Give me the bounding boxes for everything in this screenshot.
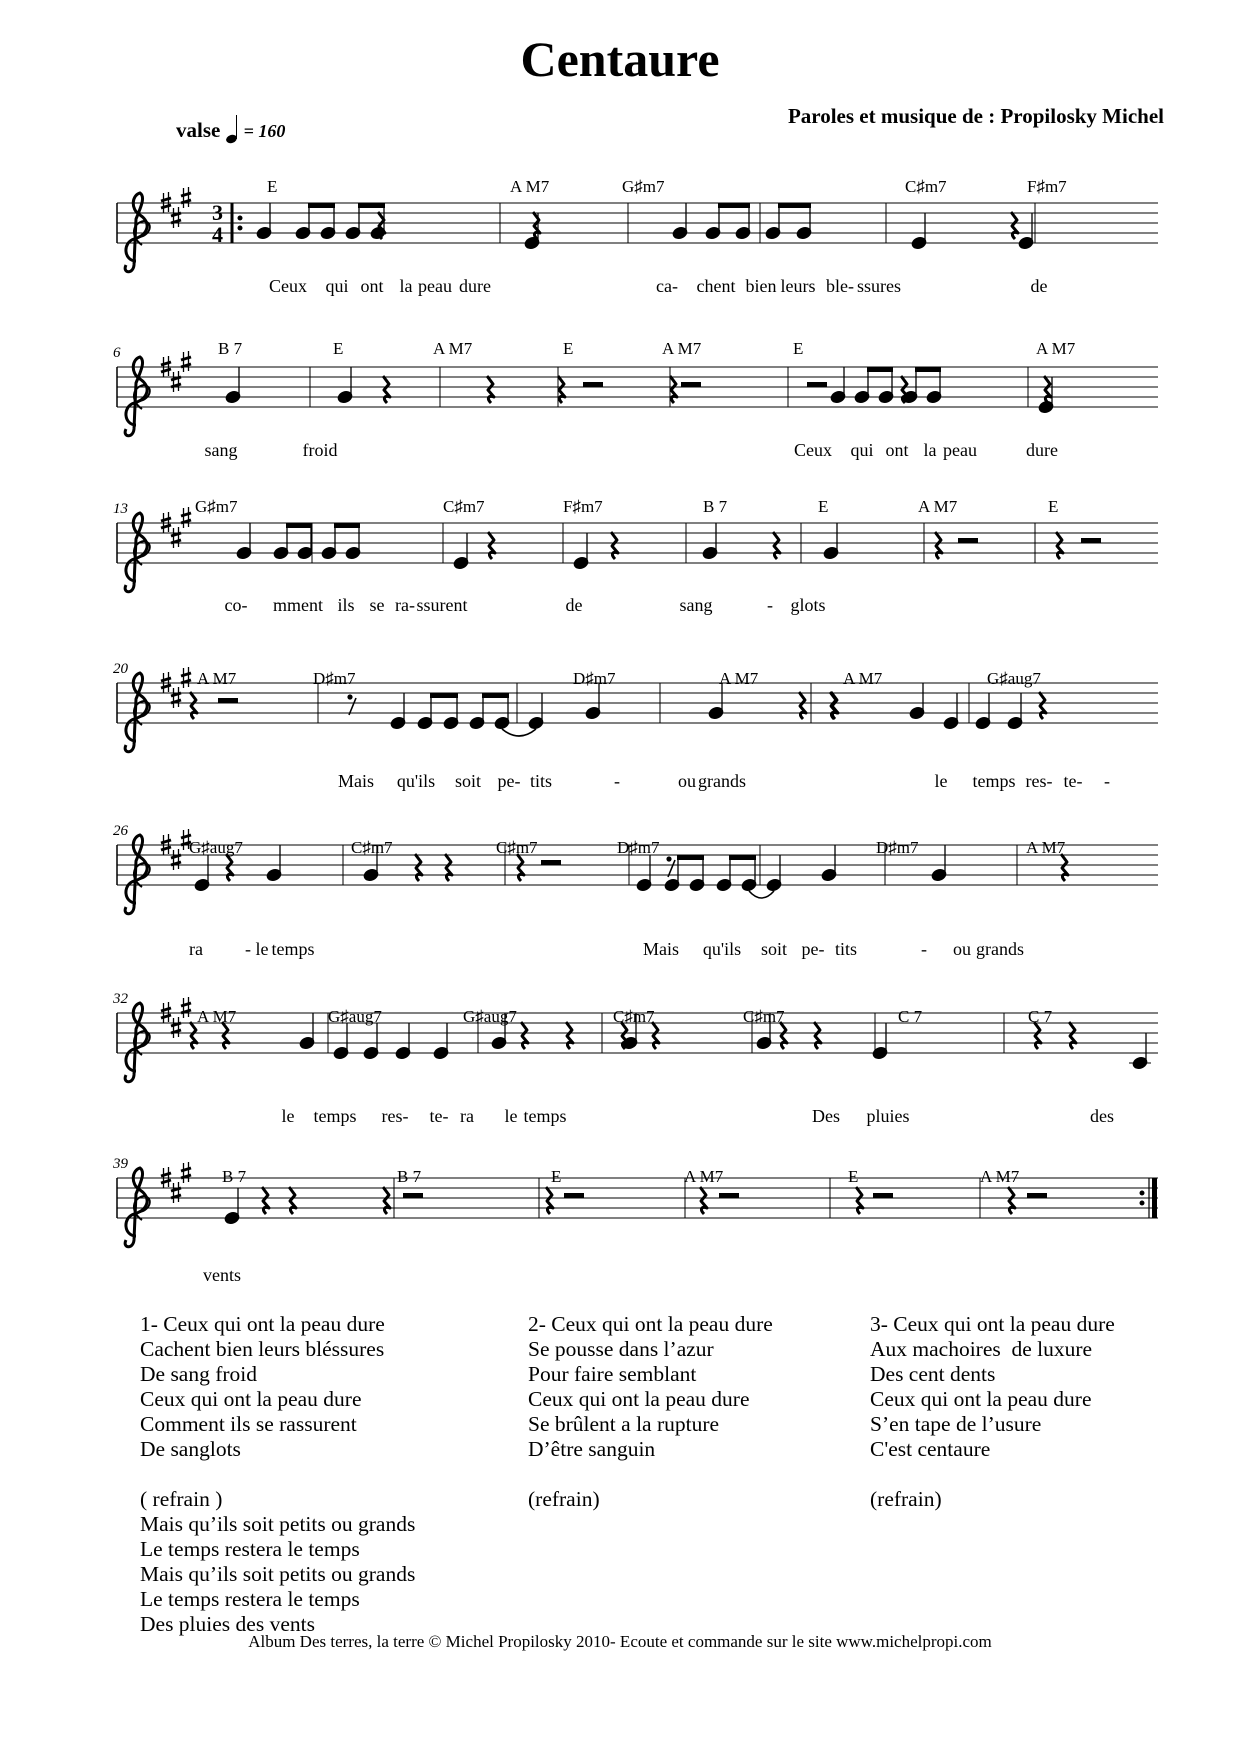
quarter-rest-icon: [226, 854, 233, 881]
lyric-syllable: peau: [418, 276, 452, 296]
lyric-syllable: res-: [1025, 771, 1053, 791]
sharp-icon: [181, 507, 191, 528]
sharp-icon: [171, 527, 181, 548]
chord-symbol: G♯m7: [195, 497, 238, 516]
chord-symbol: A M7: [684, 1167, 724, 1186]
treble-clef-icon: [125, 835, 150, 914]
quarter-rest-icon: [1008, 1187, 1015, 1214]
chord-symbol: A M7: [197, 669, 237, 688]
time-signature-bottom: 4: [212, 222, 223, 247]
sharp-stroke: [181, 357, 191, 360]
verse-line: Cachent bien leurs bléssures: [140, 1337, 385, 1361]
half-rest-icon: [541, 860, 561, 865]
sharp-stroke: [161, 1180, 171, 1183]
chord-symbol: C♯m7: [743, 1007, 785, 1026]
quarter-rest-icon: [1039, 692, 1046, 719]
chord-symbol: E: [848, 1167, 859, 1186]
lyric-syllable: le: [934, 771, 948, 791]
chord-symbol: F♯m7: [563, 497, 603, 516]
eighth-rest-stem-icon: [349, 698, 356, 715]
lyric-syllable: tits: [834, 939, 858, 959]
quarter-rest-icon: [383, 376, 390, 403]
chord-symbol: B 7: [397, 1167, 422, 1186]
quarter-rest-icon: [814, 1022, 821, 1049]
lyric-syllable: glots: [790, 595, 826, 615]
note-beam: [430, 693, 458, 698]
quarter-rest-icon: [856, 1187, 863, 1214]
half-rest-icon: [218, 698, 238, 703]
lyric-syllable: ble-: [826, 276, 854, 296]
treble-clef-icon: [125, 193, 150, 272]
chord-symbol: D♯m7: [617, 838, 660, 857]
measure-number: 20: [113, 661, 128, 677]
final-barline-thick: [1152, 1178, 1157, 1218]
quarter-rest-icon: [1056, 532, 1063, 559]
chord-symbol: G♯aug7: [328, 1007, 382, 1026]
treble-clef-stroke: [125, 835, 147, 914]
lyric-syllable: pluies: [866, 1106, 910, 1126]
chord-symbol: A M7: [510, 177, 550, 196]
lyric-syllable: grands: [698, 771, 746, 791]
treble-clef-icon: [125, 513, 150, 592]
quarter-rest-icon: [190, 1022, 197, 1049]
note-beam: [718, 203, 750, 208]
lyric-syllable: sang: [679, 595, 713, 615]
lyric-syllable: ou: [678, 771, 696, 791]
tie-arc: [749, 891, 774, 898]
quarter-rest-icon: [383, 1187, 390, 1214]
quarter-rest-icon: [566, 1022, 573, 1049]
sharp-icon: [171, 1182, 181, 1203]
note-beam: [915, 367, 941, 372]
sharp-stroke: [161, 1173, 171, 1176]
chord-symbol: E: [793, 339, 804, 358]
lyric-syllable: Des: [812, 1106, 840, 1126]
chord-symbol: C♯m7: [613, 1007, 655, 1026]
measure-number: 6: [113, 345, 121, 361]
quarter-rest-icon: [222, 1022, 229, 1049]
lyric-syllable: temps: [972, 771, 1016, 791]
quarter-rest-icon: [611, 532, 618, 559]
sharp-stroke: [161, 518, 171, 521]
verse-line: Pour faire semblant: [528, 1362, 697, 1386]
verse-2: [528, 1312, 773, 1512]
sharp-icon: [181, 997, 191, 1018]
chord-symbol: B 7: [222, 1167, 247, 1186]
verse-line: De sanglots: [140, 1437, 241, 1461]
tempo-label: valse: [176, 118, 221, 142]
lyric-syllable: soit: [454, 771, 482, 791]
verse-line: S’en tape de l’usure: [870, 1412, 1042, 1436]
lyric-syllable: ra: [189, 939, 203, 959]
chord-symbol: A M7: [1036, 339, 1076, 358]
quarter-rest-icon: [1061, 854, 1068, 881]
repeat-dot: [238, 216, 243, 221]
chord-symbol: E: [333, 339, 344, 358]
chord-symbol: D♯m7: [573, 669, 616, 688]
lyric-syllable: co-: [224, 595, 248, 615]
lyric-syllable: temps: [523, 1106, 567, 1126]
quarter-rest-icon: [799, 692, 806, 719]
verse-line: Ceux qui ont la peau dure: [140, 1387, 362, 1411]
lyric-syllable: ou: [953, 939, 971, 959]
lyric-syllable: qu'ils: [396, 771, 436, 791]
lyric-syllable: Ceux: [269, 276, 307, 296]
verse-line: Se pousse dans l’azur: [528, 1337, 714, 1361]
lyric-syllable: bien: [745, 276, 777, 296]
half-rest-icon: [583, 382, 603, 387]
chord-symbol: A M7: [719, 669, 759, 688]
half-rest-icon: [719, 1193, 739, 1198]
lyric-syllable: Mais: [643, 939, 679, 959]
composer-credit: Paroles et musique de : Propilosky Michel: [787, 104, 1164, 128]
verse-line: (refrain): [528, 1487, 600, 1511]
lyric-syllable: te-: [1063, 771, 1083, 791]
lyric-syllable: ca-: [656, 276, 678, 296]
quarter-rest-icon: [1069, 1022, 1076, 1049]
chord-symbol: A M7: [918, 497, 958, 516]
eighth-rest-dot-icon: [347, 694, 352, 699]
note-beam: [286, 523, 312, 528]
lyric-syllable: te-: [429, 1106, 449, 1126]
verse-line: Se brûlent a la rupture: [528, 1412, 720, 1436]
lyric-syllable: de: [1030, 276, 1048, 296]
treble-clef-stroke: [125, 673, 147, 752]
verse-1: [140, 1312, 415, 1637]
sharp-stroke: [161, 369, 171, 372]
chord-symbol: A M7: [197, 1007, 237, 1026]
lyric-syllable: res-: [381, 1106, 409, 1126]
chord-symbol: C♯m7: [905, 177, 947, 196]
chord-symbol: C♯m7: [496, 838, 538, 857]
half-rest-icon: [1027, 1193, 1047, 1198]
lyric-syllable: vents: [203, 1265, 241, 1285]
sharp-icon: [171, 207, 181, 228]
sharp-stroke: [181, 1168, 191, 1171]
measure-number: 32: [113, 991, 128, 1007]
sharp-icon: [171, 1017, 181, 1038]
quarter-rest-icon: [445, 854, 452, 881]
sharp-icon: [171, 849, 181, 870]
lyric-syllable: sang: [204, 440, 238, 460]
quarter-rest-icon: [1044, 376, 1051, 403]
quarter-rest-icon: [546, 1187, 553, 1214]
lyric-syllable: temps: [313, 1106, 357, 1126]
lyric-syllable: mment: [273, 595, 323, 615]
lyric-syllable: le: [281, 1106, 295, 1126]
verse-line: 3- Ceux qui ont la peau dure: [870, 1312, 1115, 1336]
quarter-rest-icon: [190, 692, 197, 719]
lyric-syllable: dure: [1026, 440, 1058, 460]
lyric-syllable: grands: [976, 939, 1024, 959]
footer-credit: Album Des terres, la terre © Michel Propilosky 2010- Ecoute et commande sur le site www.michelpropi.com: [248, 1632, 992, 1651]
half-rest-icon: [958, 538, 978, 543]
tie-arc: [502, 729, 536, 736]
verse-line: ( refrain ): [140, 1487, 223, 1511]
quarter-rest-icon: [935, 532, 942, 559]
note-beam: [482, 693, 509, 698]
quarter-rest-icon: [558, 376, 565, 403]
treble-clef-icon: [125, 1003, 150, 1082]
chord-symbol: C 7: [898, 1007, 923, 1026]
treble-clef-icon: [125, 673, 150, 752]
eighth-rest-stem-icon: [668, 860, 675, 877]
chord-symbol: A M7: [433, 339, 473, 358]
lyric-syllable: se: [369, 595, 385, 615]
lyric-syllable: ra-: [395, 595, 415, 615]
lyric-syllable: Mais: [338, 771, 374, 791]
quarter-rest-icon: [289, 1187, 296, 1214]
verse-line: [870, 1462, 1115, 1487]
note-beam: [867, 367, 893, 372]
sharp-stroke: [161, 198, 171, 201]
quarter-rest-icon: [533, 212, 540, 239]
verse-line: 2- Ceux qui ont la peau dure: [528, 1312, 773, 1336]
tempo-bpm: = 160: [243, 121, 286, 141]
lyric-syllable: -: [614, 771, 620, 791]
sharp-icon: [171, 371, 181, 392]
chord-symbol: C 7: [1028, 1007, 1053, 1026]
note-beam: [308, 203, 335, 208]
quarter-rest-icon: [487, 376, 494, 403]
chord-symbol: C♯m7: [443, 497, 485, 516]
lyric-syllable: -: [921, 939, 927, 959]
chord-symbol: A M7: [662, 339, 702, 358]
chord-symbol: B 7: [218, 339, 243, 358]
sharp-stroke: [161, 1008, 171, 1011]
lyric-syllable: qui: [850, 440, 874, 460]
sharp-stroke: [161, 525, 171, 528]
chord-symbol: A M7: [1026, 838, 1066, 857]
lyric-syllable: ils: [337, 595, 355, 615]
sharp-stroke: [161, 362, 171, 365]
sharp-stroke: [161, 685, 171, 688]
lyric-syllable: qu'ils: [702, 939, 742, 959]
chord-symbol: D♯m7: [313, 669, 356, 688]
lyric-syllable: la: [923, 440, 937, 460]
verse-line: C'est centaure: [870, 1437, 991, 1461]
lyric-syllable: tits: [529, 771, 553, 791]
chord-symbol: E: [267, 177, 278, 196]
verse-line: Le temps restera le temps: [140, 1587, 360, 1611]
treble-clef-icon: [125, 1168, 150, 1247]
chord-symbol: E: [818, 497, 829, 516]
verse-line: Le temps restera le temps: [140, 1537, 360, 1561]
sharp-icon: [181, 351, 191, 372]
sharp-stroke: [181, 193, 191, 196]
chord-symbol: G♯aug7: [987, 669, 1041, 688]
lyric-syllable: dure: [459, 276, 491, 296]
quarter-rest-icon: [521, 1022, 528, 1049]
eighth-rest-dot-icon: [666, 856, 671, 861]
sharp-stroke: [181, 513, 191, 516]
measure-number: 13: [113, 501, 128, 517]
time-signature-top: 3: [212, 200, 223, 225]
measure-number: 26: [113, 823, 128, 839]
lyric-syllable: peau: [943, 440, 977, 460]
lyric-syllable: froid: [302, 440, 338, 460]
lyric-syllable: ssurent: [416, 595, 468, 615]
treble-clef-stroke: [125, 193, 147, 272]
quarter-rest-icon: [670, 376, 677, 403]
treble-clef-stroke: [125, 1003, 147, 1082]
half-rest-icon: [564, 1193, 584, 1198]
chord-symbol: C♯m7: [351, 838, 393, 857]
chord-symbol: G♯aug7: [463, 1007, 517, 1026]
chord-symbol: F♯m7: [1027, 177, 1067, 196]
chord-symbol: E: [1048, 497, 1059, 516]
lyric-syllable: le: [255, 939, 269, 959]
half-rest-icon: [873, 1193, 893, 1198]
sharp-stroke: [161, 840, 171, 843]
verse-line: Mais qu’ils soit petits ou grands: [140, 1562, 416, 1586]
chord-symbol: D♯m7: [876, 838, 919, 857]
verse-line: [140, 1462, 415, 1487]
quarter-rest-icon: [262, 1187, 269, 1214]
verse-3: [870, 1312, 1115, 1512]
verse-line: 1- Ceux qui ont la peau dure: [140, 1312, 385, 1336]
verse-line: Comment ils se rassurent: [140, 1412, 357, 1436]
lyric-syllable: pe-: [497, 771, 521, 791]
chord-symbol: E: [551, 1167, 562, 1186]
lyric-syllable: leurs: [780, 276, 816, 296]
lyric-syllable: ssures: [857, 276, 901, 296]
chord-symbol: G♯m7: [622, 177, 665, 196]
sharp-stroke: [161, 847, 171, 850]
treble-clef-stroke: [125, 357, 147, 436]
treble-clef-stroke: [125, 513, 147, 592]
lyric-syllable: -: [767, 595, 773, 615]
verse-line: Des pluies des vents: [140, 1612, 315, 1636]
verse-line: Mais qu’ils soit petits ou grands: [140, 1512, 416, 1536]
note-beam: [778, 203, 811, 208]
note-beam: [729, 855, 756, 860]
lyric-syllable: -: [1104, 771, 1110, 791]
chord-symbol: G♯aug7: [189, 838, 243, 857]
lyric-syllable: ont: [360, 276, 384, 296]
lyric-syllable: chent: [696, 276, 736, 296]
quarter-rest-icon: [1011, 212, 1018, 239]
lyric-syllable: des: [1090, 1106, 1114, 1126]
quarter-rest-icon: [700, 1187, 707, 1214]
half-rest-icon: [1081, 538, 1101, 543]
verse-line: Aux machoires de luxure: [870, 1337, 1093, 1361]
quarter-rest-icon: [1034, 1022, 1041, 1049]
treble-clef-stroke: [125, 1168, 147, 1247]
verse-line: Ceux qui ont la peau dure: [870, 1387, 1092, 1411]
sharp-icon: [181, 187, 191, 208]
measure-number: 39: [113, 1156, 128, 1172]
verse-line: D’être sanguin: [528, 1437, 656, 1461]
half-rest-icon: [807, 382, 827, 387]
lyric-syllable: pe-: [801, 939, 825, 959]
sharp-stroke: [181, 1003, 191, 1006]
treble-clef-icon: [125, 357, 150, 436]
chord-symbol: E: [563, 339, 574, 358]
quarter-rest-icon: [652, 1022, 659, 1049]
sharp-icon: [181, 667, 191, 688]
song-title: Centaure: [520, 31, 720, 87]
lyric-syllable: temps: [271, 939, 315, 959]
verse-line: Des cent dents: [870, 1362, 996, 1386]
lyric-syllable: la: [399, 276, 413, 296]
verse-line: De sang froid: [140, 1362, 258, 1386]
half-rest-icon: [403, 1193, 423, 1198]
chord-symbol: A M7: [980, 1167, 1020, 1186]
verse-line: Ceux qui ont la peau dure: [528, 1387, 750, 1411]
quarter-rest-icon: [773, 532, 780, 559]
chord-symbol: A M7: [843, 669, 883, 688]
quarter-rest-icon: [488, 532, 495, 559]
half-rest-icon: [681, 382, 701, 387]
repeat-dot: [238, 226, 243, 231]
lyric-syllable: soit: [760, 939, 788, 959]
quarter-rest-icon: [517, 854, 524, 881]
sharp-stroke: [181, 673, 191, 676]
lyric-syllable: qui: [325, 276, 349, 296]
quarter-rest-icon: [415, 854, 422, 881]
lyric-syllable: -: [245, 939, 251, 959]
lyric-syllable: ra: [460, 1106, 474, 1126]
chord-symbol: B 7: [703, 497, 728, 516]
sharp-stroke: [161, 1015, 171, 1018]
repeat-dot: [1140, 1191, 1145, 1196]
sharp-icon: [171, 687, 181, 708]
lyric-syllable: le: [504, 1106, 518, 1126]
sharp-stroke: [161, 678, 171, 681]
lyric-syllable: de: [565, 595, 583, 615]
lyric-syllable: ont: [885, 440, 909, 460]
lyric-syllable: Ceux: [794, 440, 832, 460]
sharp-icon: [181, 1162, 191, 1183]
note-beam: [334, 523, 360, 528]
verse-line: [528, 1462, 773, 1487]
verse-line: (refrain): [870, 1487, 942, 1511]
note-beam: [358, 203, 385, 208]
repeat-dot: [1140, 1201, 1145, 1206]
note-beam: [677, 855, 704, 860]
sharp-stroke: [161, 205, 171, 208]
quarter-rest-icon: [780, 1022, 787, 1049]
